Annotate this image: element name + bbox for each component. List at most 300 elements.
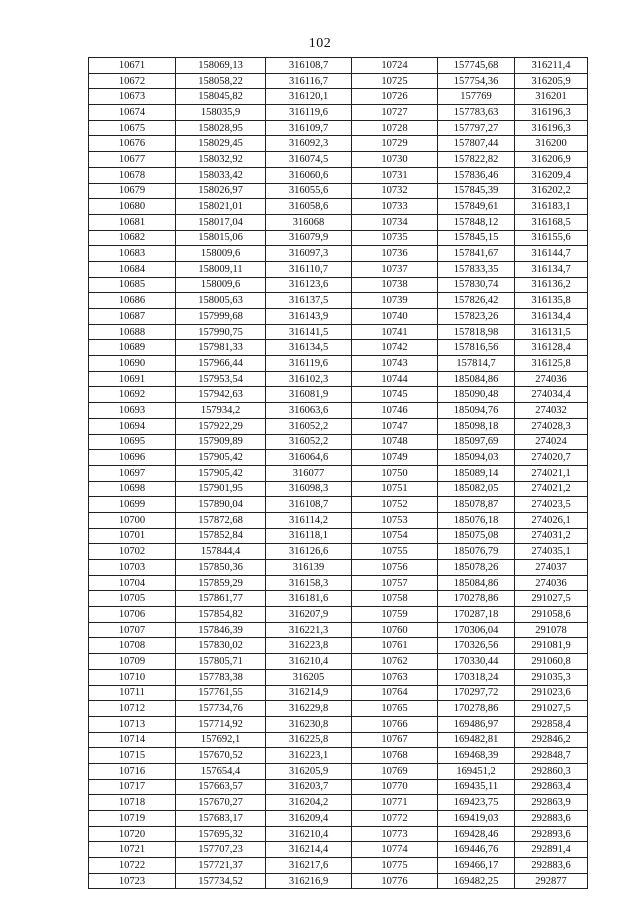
- point-number-cell: 10775: [352, 858, 438, 874]
- y-coordinate-cell: 316109,7: [266, 120, 352, 136]
- point-number-cell: 10688: [89, 324, 176, 340]
- x-coordinate-cell: 157854,82: [176, 607, 266, 623]
- point-number-cell: 10736: [352, 246, 438, 262]
- y-coordinate-cell: 316060,6: [266, 167, 352, 183]
- x-coordinate-cell: 169423,75: [438, 795, 515, 811]
- x-coordinate-cell: 170326,56: [438, 638, 515, 654]
- x-coordinate-cell: 158005,63: [176, 293, 266, 309]
- point-number-cell: 10748: [352, 434, 438, 450]
- point-number-cell: 10711: [89, 685, 176, 701]
- point-number-cell: 10721: [89, 842, 176, 858]
- y-coordinate-cell: 316210,4: [266, 826, 352, 842]
- table-row: [89, 293, 588, 309]
- x-coordinate-cell: 157714,92: [176, 716, 266, 732]
- y-coordinate-cell: 316123,6: [266, 277, 352, 293]
- point-number-cell: 10684: [89, 261, 176, 277]
- x-coordinate-cell: 157849,61: [438, 199, 515, 215]
- x-coordinate-cell: 169468,39: [438, 748, 515, 764]
- table-row: [89, 560, 588, 576]
- x-coordinate-cell: 157734,76: [176, 701, 266, 717]
- x-coordinate-cell: 157846,39: [176, 622, 266, 638]
- coordinates-table: [88, 57, 588, 889]
- point-number-cell: 10692: [89, 387, 176, 403]
- y-coordinate-cell: 292891,4: [515, 842, 588, 858]
- point-number-cell: 10763: [352, 669, 438, 685]
- x-coordinate-cell: 185098,18: [438, 418, 515, 434]
- point-number-cell: 10707: [89, 622, 176, 638]
- x-coordinate-cell: 157823,26: [438, 309, 515, 325]
- y-coordinate-cell: 291035,3: [515, 669, 588, 685]
- point-number-cell: 10762: [352, 654, 438, 670]
- y-coordinate-cell: 274034,4: [515, 387, 588, 403]
- point-number-cell: 10760: [352, 622, 438, 638]
- y-coordinate-cell: 316058,6: [266, 199, 352, 215]
- y-coordinate-cell: 316097,3: [266, 246, 352, 262]
- x-coordinate-cell: 185078,87: [438, 497, 515, 513]
- point-number-cell: 10700: [89, 512, 176, 528]
- y-coordinate-cell: 316079,9: [266, 230, 352, 246]
- table-row: [89, 58, 588, 74]
- point-number-cell: 10753: [352, 512, 438, 528]
- x-coordinate-cell: 157783,63: [438, 105, 515, 121]
- x-coordinate-cell: 157872,68: [176, 512, 266, 528]
- x-coordinate-cell: 157670,52: [176, 748, 266, 764]
- y-coordinate-cell: 316063,6: [266, 403, 352, 419]
- y-coordinate-cell: 291023,6: [515, 685, 588, 701]
- x-coordinate-cell: 157848,12: [438, 214, 515, 230]
- x-coordinate-cell: 157816,56: [438, 340, 515, 356]
- table-row: [89, 89, 588, 105]
- y-coordinate-cell: 316052,2: [266, 418, 352, 434]
- x-coordinate-cell: 158026,97: [176, 183, 266, 199]
- x-coordinate-cell: 157966,44: [176, 356, 266, 372]
- x-coordinate-cell: 157845,15: [438, 230, 515, 246]
- x-coordinate-cell: 157769: [438, 89, 515, 105]
- y-coordinate-cell: 316223,8: [266, 638, 352, 654]
- y-coordinate-cell: 292848,7: [515, 748, 588, 764]
- y-coordinate-cell: 292863,9: [515, 795, 588, 811]
- y-coordinate-cell: 274032: [515, 403, 588, 419]
- y-coordinate-cell: 274024: [515, 434, 588, 450]
- y-coordinate-cell: 316205,9: [515, 73, 588, 89]
- x-coordinate-cell: 185084,86: [438, 371, 515, 387]
- y-coordinate-cell: 316214,9: [266, 685, 352, 701]
- y-coordinate-cell: 316135,8: [515, 293, 588, 309]
- x-coordinate-cell: 158009,11: [176, 261, 266, 277]
- x-coordinate-cell: 158069,13: [176, 58, 266, 74]
- x-coordinate-cell: 185076,79: [438, 544, 515, 560]
- x-coordinate-cell: 157683,17: [176, 811, 266, 827]
- y-coordinate-cell: 316102,3: [266, 371, 352, 387]
- point-number-cell: 10742: [352, 340, 438, 356]
- y-coordinate-cell: 316203,7: [266, 779, 352, 795]
- table-row: [89, 591, 588, 607]
- table-row: [89, 183, 588, 199]
- table-row: [89, 105, 588, 121]
- x-coordinate-cell: 157905,42: [176, 465, 266, 481]
- point-number-cell: 10696: [89, 450, 176, 466]
- x-coordinate-cell: 185075,08: [438, 528, 515, 544]
- point-number-cell: 10723: [89, 873, 176, 889]
- table-row: [89, 669, 588, 685]
- y-coordinate-cell: 316110,7: [266, 261, 352, 277]
- point-number-cell: 10685: [89, 277, 176, 293]
- x-coordinate-cell: 157861,77: [176, 591, 266, 607]
- x-coordinate-cell: 157692,1: [176, 732, 266, 748]
- table-row: [89, 497, 588, 513]
- x-coordinate-cell: 170306,04: [438, 622, 515, 638]
- y-coordinate-cell: 316077: [266, 465, 352, 481]
- table-row: [89, 701, 588, 717]
- coordinates-table-body: [89, 58, 588, 889]
- y-coordinate-cell: 316116,7: [266, 73, 352, 89]
- x-coordinate-cell: 169446,76: [438, 842, 515, 858]
- y-coordinate-cell: 292893,6: [515, 826, 588, 842]
- x-coordinate-cell: 157695,32: [176, 826, 266, 842]
- y-coordinate-cell: 316155,6: [515, 230, 588, 246]
- x-coordinate-cell: 169435,11: [438, 779, 515, 795]
- table-row: [89, 214, 588, 230]
- x-coordinate-cell: 169466,17: [438, 858, 515, 874]
- table-row: [89, 246, 588, 262]
- point-number-cell: 10774: [352, 842, 438, 858]
- x-coordinate-cell: 185094,03: [438, 450, 515, 466]
- point-number-cell: 10745: [352, 387, 438, 403]
- point-number-cell: 10759: [352, 607, 438, 623]
- point-number-cell: 10715: [89, 748, 176, 764]
- y-coordinate-cell: 292863,4: [515, 779, 588, 795]
- table-row: [89, 748, 588, 764]
- point-number-cell: 10770: [352, 779, 438, 795]
- table-row: [89, 450, 588, 466]
- point-number-cell: 10746: [352, 403, 438, 419]
- x-coordinate-cell: 157841,67: [438, 246, 515, 262]
- y-coordinate-cell: 291027,5: [515, 591, 588, 607]
- y-coordinate-cell: 292883,6: [515, 858, 588, 874]
- x-coordinate-cell: 170287,18: [438, 607, 515, 623]
- point-number-cell: 10747: [352, 418, 438, 434]
- point-number-cell: 10756: [352, 560, 438, 576]
- point-number-cell: 10714: [89, 732, 176, 748]
- point-number-cell: 10718: [89, 795, 176, 811]
- y-coordinate-cell: 316223,1: [266, 748, 352, 764]
- y-coordinate-cell: 316143,9: [266, 309, 352, 325]
- x-coordinate-cell: 157830,02: [176, 638, 266, 654]
- y-coordinate-cell: 316055,6: [266, 183, 352, 199]
- x-coordinate-cell: 169482,81: [438, 732, 515, 748]
- table-row: [89, 481, 588, 497]
- y-coordinate-cell: 316126,6: [266, 544, 352, 560]
- y-coordinate-cell: 316120,1: [266, 89, 352, 105]
- x-coordinate-cell: 157901,95: [176, 481, 266, 497]
- point-number-cell: 10691: [89, 371, 176, 387]
- table-row: [89, 842, 588, 858]
- table-row: [89, 167, 588, 183]
- y-coordinate-cell: 316181,6: [266, 591, 352, 607]
- x-coordinate-cell: 158029,45: [176, 136, 266, 152]
- y-coordinate-cell: 316211,4: [515, 58, 588, 74]
- point-number-cell: 10740: [352, 309, 438, 325]
- point-number-cell: 10694: [89, 418, 176, 434]
- point-number-cell: 10743: [352, 356, 438, 372]
- point-number-cell: 10733: [352, 199, 438, 215]
- point-number-cell: 10758: [352, 591, 438, 607]
- point-number-cell: 10716: [89, 763, 176, 779]
- y-coordinate-cell: 316209,4: [266, 811, 352, 827]
- x-coordinate-cell: 157845,39: [438, 183, 515, 199]
- point-number-cell: 10676: [89, 136, 176, 152]
- y-coordinate-cell: 316216,9: [266, 873, 352, 889]
- point-number-cell: 10771: [352, 795, 438, 811]
- y-coordinate-cell: 316200: [515, 136, 588, 152]
- y-coordinate-cell: 316128,4: [515, 340, 588, 356]
- table-row: [89, 230, 588, 246]
- y-coordinate-cell: 316108,7: [266, 497, 352, 513]
- point-number-cell: 10772: [352, 811, 438, 827]
- point-number-cell: 10735: [352, 230, 438, 246]
- point-number-cell: 10751: [352, 481, 438, 497]
- y-coordinate-cell: 316217,6: [266, 858, 352, 874]
- point-number-cell: 10738: [352, 277, 438, 293]
- point-number-cell: 10757: [352, 575, 438, 591]
- table-row: [89, 826, 588, 842]
- x-coordinate-cell: 169419,03: [438, 811, 515, 827]
- x-coordinate-cell: 157830,74: [438, 277, 515, 293]
- x-coordinate-cell: 157909,89: [176, 434, 266, 450]
- point-number-cell: 10683: [89, 246, 176, 262]
- y-coordinate-cell: 316131,5: [515, 324, 588, 340]
- x-coordinate-cell: 158033,42: [176, 167, 266, 183]
- y-coordinate-cell: 292846,2: [515, 732, 588, 748]
- point-number-cell: 10699: [89, 497, 176, 513]
- y-coordinate-cell: 316158,3: [266, 575, 352, 591]
- y-coordinate-cell: 316214,4: [266, 842, 352, 858]
- y-coordinate-cell: 316114,2: [266, 512, 352, 528]
- y-coordinate-cell: 316205: [266, 669, 352, 685]
- x-coordinate-cell: 158058,22: [176, 73, 266, 89]
- table-row: [89, 512, 588, 528]
- point-number-cell: 10673: [89, 89, 176, 105]
- y-coordinate-cell: 274021,2: [515, 481, 588, 497]
- y-coordinate-cell: 316221,3: [266, 622, 352, 638]
- point-number-cell: 10750: [352, 465, 438, 481]
- point-number-cell: 10717: [89, 779, 176, 795]
- x-coordinate-cell: 157670,27: [176, 795, 266, 811]
- x-coordinate-cell: 157818,98: [438, 324, 515, 340]
- y-coordinate-cell: 316205,9: [266, 763, 352, 779]
- point-number-cell: 10761: [352, 638, 438, 654]
- point-number-cell: 10710: [89, 669, 176, 685]
- y-coordinate-cell: 316225,8: [266, 732, 352, 748]
- y-coordinate-cell: 316229,8: [266, 701, 352, 717]
- y-coordinate-cell: 316136,2: [515, 277, 588, 293]
- x-coordinate-cell: 157852,84: [176, 528, 266, 544]
- x-coordinate-cell: 157953,54: [176, 371, 266, 387]
- table-row: [89, 277, 588, 293]
- point-number-cell: 10672: [89, 73, 176, 89]
- point-number-cell: 10744: [352, 371, 438, 387]
- x-coordinate-cell: 185076,18: [438, 512, 515, 528]
- table-row: [89, 324, 588, 340]
- x-coordinate-cell: 157981,33: [176, 340, 266, 356]
- x-coordinate-cell: 170297,72: [438, 685, 515, 701]
- x-coordinate-cell: 157934,2: [176, 403, 266, 419]
- y-coordinate-cell: 316052,2: [266, 434, 352, 450]
- point-number-cell: 10697: [89, 465, 176, 481]
- y-coordinate-cell: 316201: [515, 89, 588, 105]
- x-coordinate-cell: 157783,38: [176, 669, 266, 685]
- point-number-cell: 10732: [352, 183, 438, 199]
- x-coordinate-cell: 157721,37: [176, 858, 266, 874]
- y-coordinate-cell: 316196,3: [515, 105, 588, 121]
- y-coordinate-cell: 292877: [515, 873, 588, 889]
- x-coordinate-cell: 185082,05: [438, 481, 515, 497]
- y-coordinate-cell: 316141,5: [266, 324, 352, 340]
- y-coordinate-cell: 292858,4: [515, 716, 588, 732]
- y-coordinate-cell: 316108,7: [266, 58, 352, 74]
- y-coordinate-cell: 274031,2: [515, 528, 588, 544]
- x-coordinate-cell: 158009,6: [176, 277, 266, 293]
- x-coordinate-cell: 158035,9: [176, 105, 266, 121]
- x-coordinate-cell: 158009,6: [176, 246, 266, 262]
- x-coordinate-cell: 157814,7: [438, 356, 515, 372]
- point-number-cell: 10769: [352, 763, 438, 779]
- point-number-cell: 10729: [352, 136, 438, 152]
- point-number-cell: 10726: [352, 89, 438, 105]
- point-number-cell: 10754: [352, 528, 438, 544]
- x-coordinate-cell: 157833,35: [438, 261, 515, 277]
- y-coordinate-cell: 316183,1: [515, 199, 588, 215]
- point-number-cell: 10701: [89, 528, 176, 544]
- x-coordinate-cell: 157734,52: [176, 873, 266, 889]
- y-coordinate-cell: 274028,3: [515, 418, 588, 434]
- table-row: [89, 763, 588, 779]
- x-coordinate-cell: 185089,14: [438, 465, 515, 481]
- table-row: [89, 716, 588, 732]
- x-coordinate-cell: 157707,23: [176, 842, 266, 858]
- x-coordinate-cell: 185078,26: [438, 560, 515, 576]
- point-number-cell: 10690: [89, 356, 176, 372]
- y-coordinate-cell: 274026,1: [515, 512, 588, 528]
- point-number-cell: 10728: [352, 120, 438, 136]
- x-coordinate-cell: 158045,82: [176, 89, 266, 105]
- x-coordinate-cell: 157754,36: [438, 73, 515, 89]
- y-coordinate-cell: 316202,2: [515, 183, 588, 199]
- x-coordinate-cell: 157822,82: [438, 152, 515, 168]
- y-coordinate-cell: 291060,8: [515, 654, 588, 670]
- x-coordinate-cell: 157905,42: [176, 450, 266, 466]
- table-row: [89, 544, 588, 560]
- table-row: [89, 309, 588, 325]
- point-number-cell: 10712: [89, 701, 176, 717]
- y-coordinate-cell: 316068: [266, 214, 352, 230]
- point-number-cell: 10725: [352, 73, 438, 89]
- y-coordinate-cell: 316098,3: [266, 481, 352, 497]
- table-row: [89, 638, 588, 654]
- table-row: [89, 654, 588, 670]
- y-coordinate-cell: 316139: [266, 560, 352, 576]
- table-row: [89, 873, 588, 889]
- point-number-cell: 10706: [89, 607, 176, 623]
- point-number-cell: 10755: [352, 544, 438, 560]
- point-number-cell: 10674: [89, 105, 176, 121]
- table-row: [89, 434, 588, 450]
- y-coordinate-cell: 316074,5: [266, 152, 352, 168]
- point-number-cell: 10741: [352, 324, 438, 340]
- point-number-cell: 10766: [352, 716, 438, 732]
- point-number-cell: 10722: [89, 858, 176, 874]
- x-coordinate-cell: 157826,42: [438, 293, 515, 309]
- page-number: 102: [308, 36, 332, 51]
- point-number-cell: 10708: [89, 638, 176, 654]
- x-coordinate-cell: 157654,4: [176, 763, 266, 779]
- point-number-cell: 10720: [89, 826, 176, 842]
- y-coordinate-cell: 291058,6: [515, 607, 588, 623]
- point-number-cell: 10703: [89, 560, 176, 576]
- x-coordinate-cell: 169428,46: [438, 826, 515, 842]
- y-coordinate-cell: 274020,7: [515, 450, 588, 466]
- point-number-cell: 10764: [352, 685, 438, 701]
- table-row: [89, 418, 588, 434]
- y-coordinate-cell: 316137,5: [266, 293, 352, 309]
- x-coordinate-cell: 157807,44: [438, 136, 515, 152]
- point-number-cell: 10689: [89, 340, 176, 356]
- y-coordinate-cell: 316168,5: [515, 214, 588, 230]
- point-number-cell: 10702: [89, 544, 176, 560]
- x-coordinate-cell: 157942,63: [176, 387, 266, 403]
- point-number-cell: 10713: [89, 716, 176, 732]
- table-row: [89, 356, 588, 372]
- y-coordinate-cell: 316081,9: [266, 387, 352, 403]
- table-row: [89, 465, 588, 481]
- point-number-cell: 10734: [352, 214, 438, 230]
- y-coordinate-cell: 316134,5: [266, 340, 352, 356]
- table-row: [89, 136, 588, 152]
- x-coordinate-cell: 158028,95: [176, 120, 266, 136]
- table-row: [89, 685, 588, 701]
- x-coordinate-cell: 169486,97: [438, 716, 515, 732]
- point-number-cell: 10731: [352, 167, 438, 183]
- x-coordinate-cell: 158017,04: [176, 214, 266, 230]
- x-coordinate-cell: 170318,24: [438, 669, 515, 685]
- x-coordinate-cell: 157859,29: [176, 575, 266, 591]
- point-number-cell: 10709: [89, 654, 176, 670]
- y-coordinate-cell: 316209,4: [515, 167, 588, 183]
- table-row: [89, 199, 588, 215]
- y-coordinate-cell: 274021,1: [515, 465, 588, 481]
- table-row: [89, 340, 588, 356]
- y-coordinate-cell: 274036: [515, 575, 588, 591]
- table-row: [89, 858, 588, 874]
- y-coordinate-cell: 316134,7: [515, 261, 588, 277]
- y-coordinate-cell: 316144,7: [515, 246, 588, 262]
- y-coordinate-cell: 274023,5: [515, 497, 588, 513]
- x-coordinate-cell: 185090,48: [438, 387, 515, 403]
- y-coordinate-cell: 316119,6: [266, 105, 352, 121]
- table-row: [89, 811, 588, 827]
- x-coordinate-cell: 157663,57: [176, 779, 266, 795]
- y-coordinate-cell: 292883,6: [515, 811, 588, 827]
- y-coordinate-cell: 274037: [515, 560, 588, 576]
- x-coordinate-cell: 157745,68: [438, 58, 515, 74]
- y-coordinate-cell: 274035,1: [515, 544, 588, 560]
- y-coordinate-cell: 291027,5: [515, 701, 588, 717]
- point-number-cell: 10768: [352, 748, 438, 764]
- point-number-cell: 10767: [352, 732, 438, 748]
- y-coordinate-cell: 291078: [515, 622, 588, 638]
- point-number-cell: 10681: [89, 214, 176, 230]
- point-number-cell: 10739: [352, 293, 438, 309]
